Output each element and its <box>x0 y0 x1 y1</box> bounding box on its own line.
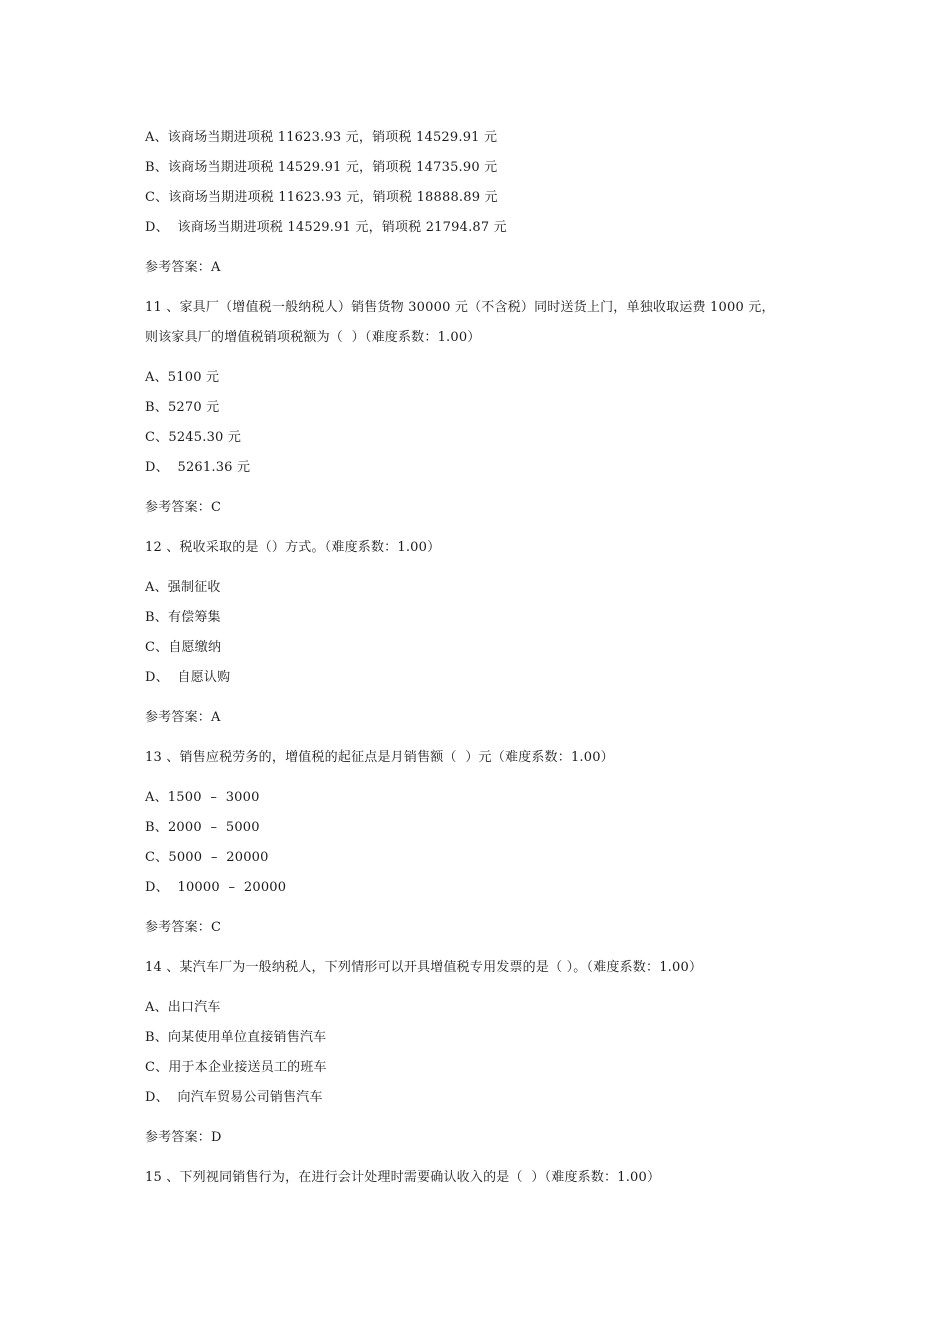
option-a: A、强制征收 <box>145 580 221 595</box>
option-b: B、有偿筹集 <box>145 610 221 625</box>
option-d: D、 向汽车贸易公司销售汽车 <box>145 1090 323 1105</box>
option-d: D、 10000 – 20000 <box>145 880 287 895</box>
option-b: B、5270 元 <box>145 400 220 415</box>
question-12: 12 、税收采取的是（）方式。（难度系数：1.00） <box>145 540 441 555</box>
answer: 参考答案：C <box>145 500 222 515</box>
option-a: A、该商场当期进项税 11623.93 元，销项税 14529.91 元 <box>145 130 498 145</box>
question-14: 14 、某汽车厂为一般纳税人，下列情形可以开具增值税专用发票的是（ ）。（难度系数：1.00） <box>145 960 703 975</box>
option-d: D、 自愿认购 <box>145 670 231 685</box>
option-c: C、该商场当期进项税 11623.93 元，销项税 18888.89 元 <box>145 190 498 205</box>
option-d: D、 该商场当期进项税 14529.91 元，销项税 21794.87 元 <box>145 220 507 235</box>
option-a: A、出口汽车 <box>145 1000 221 1015</box>
option-d: D、 5261.36 元 <box>145 460 251 475</box>
option-a: A、1500 – 3000 <box>145 790 260 805</box>
answer: 参考答案：A <box>145 710 221 725</box>
option-b: B、向某使用单位直接销售汽车 <box>145 1030 327 1045</box>
answer: 参考答案：C <box>145 920 222 935</box>
option-c: C、用于本企业接送员工的班车 <box>145 1060 327 1075</box>
answer: 参考答案：D <box>145 1130 222 1145</box>
option-c: C、5000 – 20000 <box>145 850 269 865</box>
question-11: 11 、家具厂（增值税一般纳税人）销售货物 30000 元（不含税）同时送货上门，单独收取运费 1000 元， <box>145 300 775 315</box>
option-a: A、5100 元 <box>145 370 220 385</box>
answer: 参考答案：A <box>145 260 221 275</box>
question-13: 13 、销售应税劳务的，增值税的起征点是月销售额（ ）元（难度系数：1.00） <box>145 750 614 765</box>
option-b: B、2000 – 5000 <box>145 820 260 835</box>
question-15: 15 、下列视同销售行为，在进行会计处理时需要确认收入的是（ ）（难度系数：1.00） <box>145 1170 661 1185</box>
question-11-continued: 则该家具厂的增值税销项税额为（ ）（难度系数：1.00） <box>145 330 481 345</box>
option-c: C、5245.30 元 <box>145 430 242 445</box>
option-c: C、自愿缴纳 <box>145 640 222 655</box>
option-b: B、该商场当期进项税 14529.91 元，销项税 14735.90 元 <box>145 160 498 175</box>
